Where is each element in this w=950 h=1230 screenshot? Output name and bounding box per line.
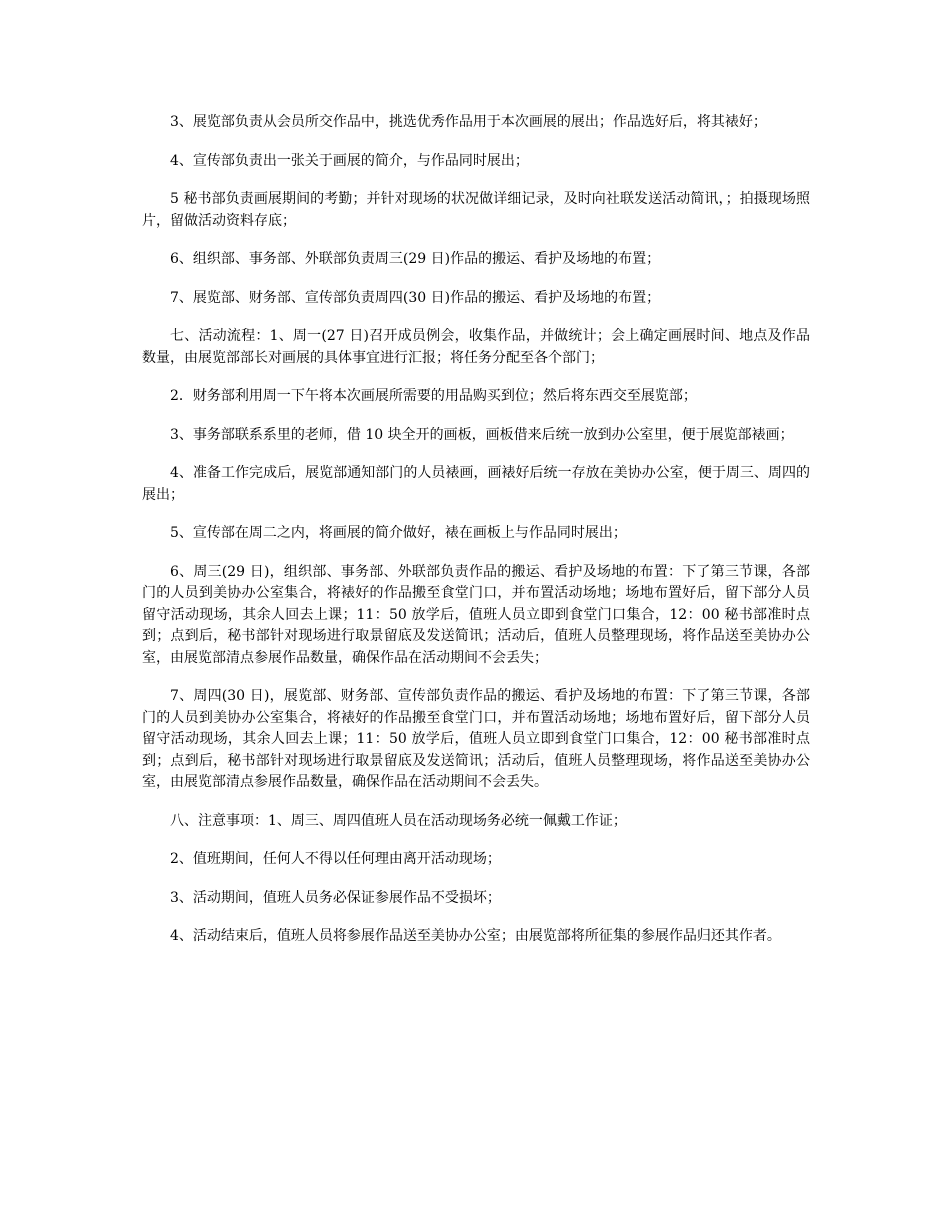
paragraph-exhibition-selection: 3、展览部负责从会员所交作品中，挑选优秀作品用于本次画展的展出；作品选好后，将其裱好； [170, 114, 767, 130]
paragraph-thursday-process: 7、周四(30 日)，展览部、财务部、宣传部负责作品的搬运、看护及场地的布置：下了第三节课，各部门的人员到美协办公室集合，将裱好的作品搬至食堂门口，并布置活动场地；场地布置好后，留下部分人员留守活动现场，其余人回去上课；11：50 放学后，值班人员立即到食堂门口集合，12：00 秘书部准时点到；点到后，秘书部针对现场进行取景留底及发送简讯；活动后，值班人员整理现场，将作品送至美协办公室，由展览部清点参展作品数量，确保作品在活动期间不会丢失。 [142, 688, 810, 790]
paragraph-publicity-tuesday: 5、宣传部在周二之内，将画展的简介做好，裱在画板上与作品同时展出； [170, 525, 627, 541]
paragraph-notes-return: 4、活动结束后，值班人员将参展作品送至美协办公室；由展览部将所征集的参展作品归还其作者。 [170, 928, 781, 944]
paragraph-thursday-duty: 7、展览部、财务部、宣传部负责周四(30 日)作品的搬运、看护及场地的布置； [170, 289, 661, 306]
paragraph-secretary-attendance: 5 秘书部负责画展期间的考勤；并针对现场的状况做详细记录，及时向社联发送活动简讯，；拍摄现场照片，留做活动资料存底； [142, 191, 810, 229]
paragraph-wednesday-duty: 6、组织部、事务部、外联部负责周三(29 日)作品的搬运、看护及场地的布置； [170, 251, 661, 267]
document-body [142, 112, 810, 965]
paragraph-notes-no-damage: 3、活动期间，值班人员务必保证参展作品不受损坏； [170, 889, 501, 906]
paragraph-activity-process: 七、活动流程：1、周一(27 日)召开成员例会，收集作品，并做统计；会上确定画展时间、地点及作品数量，由展览部部长对画展的具体事宜进行汇报；将任务分配至各个部门； [142, 328, 810, 366]
paragraph-notes-no-leave: 2、值班期间，任何人不得以任何理由离开活动现场； [170, 851, 501, 867]
paragraph-notes-badge: 八、注意事项：1、周三、周四值班人员在活动现场务必统一佩戴工作证； [170, 812, 627, 829]
paragraph-affairs-boards: 3、事务部联系系里的老师，借 10 块全开的画板，画板借来后统一放到办公室里，便于展览部裱画； [170, 426, 794, 443]
paragraph-publicity-intro: 4、宣传部负责出一张关于画展的简介，与作品同时展出； [170, 152, 529, 169]
paragraph-finance-purchase: 2．财务部利用周一下午将本次画展所需要的用品购买到位；然后将东西交至展览部； [170, 388, 697, 404]
paragraph-mounting: 4、准备工作完成后，展览部通知部门的人员裱画，画裱好后统一存放在美协办公室，便于周三、周四的展出； [142, 465, 810, 503]
paragraph-wednesday-process: 6、周三(29 日)，组织部、事务部、外联部负责作品的搬运、看护及场地的布置：下了第三节课，各部门的人员到美协办公室集合，将裱好的作品搬至食堂门口，并布置活动场地；场地布置好后，留下部分人员留守活动现场，其余人回去上课；11：50 放学后，值班人员立即到食堂门口集合，12：00 秘书部准时点到；点到后，秘书部针对现场进行取景留底及发送简讯；活动后，值班人员整理现场，将作品送至美协办公室，由展览部清点参展作品数量，确保作品在活动期间不会丢失； [142, 563, 810, 666]
